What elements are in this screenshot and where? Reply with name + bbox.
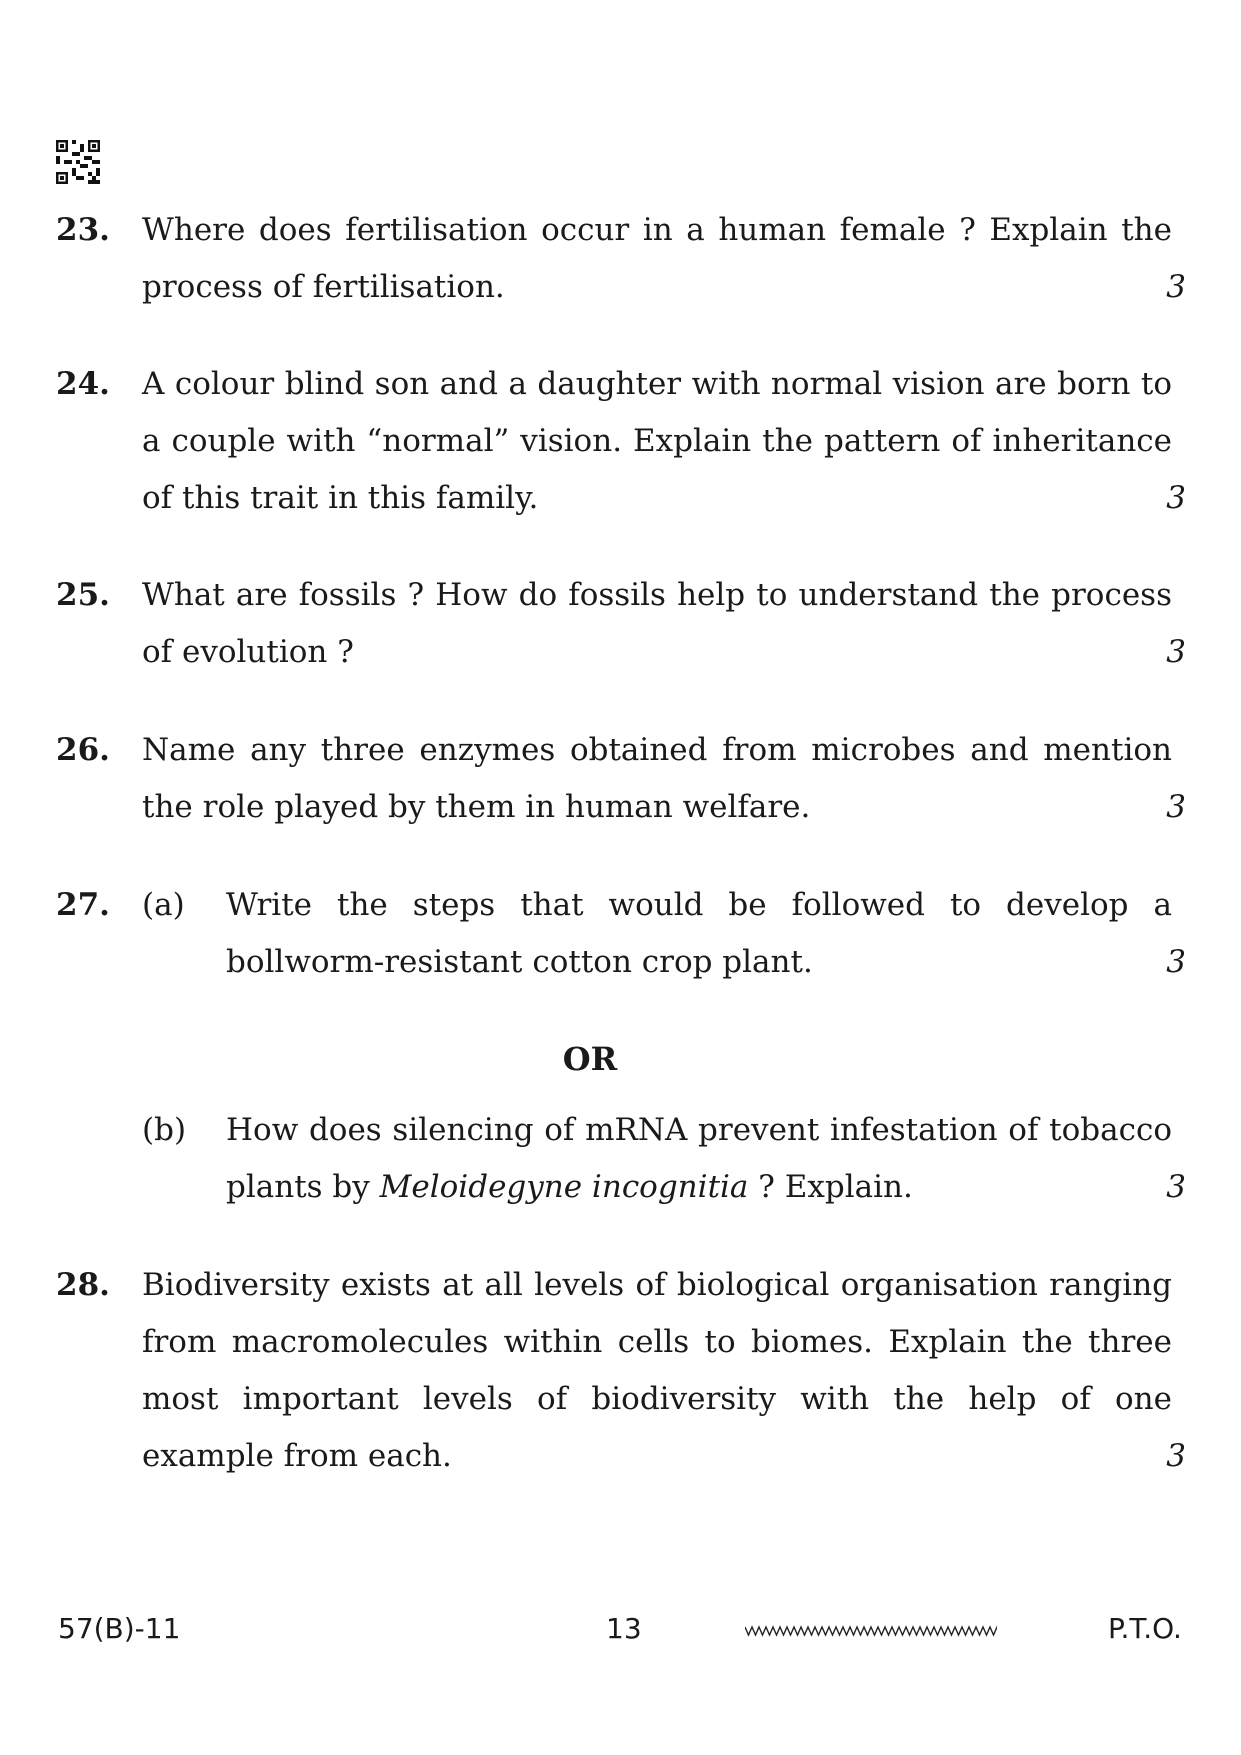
paper-code: 57(B)-11 (58, 1612, 181, 1645)
marks: 3 (1166, 1169, 1186, 1205)
marks: 3 (1166, 634, 1186, 670)
question-number: 28. (56, 1267, 110, 1303)
question-text: Biodiversity exists at all levels of biological organisation ranging from macromolecules within cells to biomes. Explain the three most important levels of biodiversity with the help of one example from each. (142, 1267, 1172, 1474)
question-number: 23. (56, 212, 110, 248)
question-text: Where does fertilisation occur in a human female ? Explain the process of fertilisation. (142, 212, 1172, 305)
marks: 3 (1166, 480, 1186, 516)
marks: 3 (1166, 944, 1186, 980)
sub-question-label: (a) (142, 887, 185, 923)
question-text: A colour blind son and a daughter with normal vision are born to a couple with “normal” vision. Explain the pattern of inheritance of this trait in this family. (142, 366, 1172, 516)
sub-question-text: Write the steps that would be followed to develop a bollworm-resistant cotton crop plant. (226, 887, 1172, 980)
page-number: 13 (606, 1612, 642, 1645)
marks: 3 (1166, 1438, 1186, 1474)
wavy-line-icon (745, 1624, 997, 1638)
text-pre: How does silencing of mRNA prevent infestation of tobacco plants by (226, 1112, 1172, 1205)
question-number: 24. (56, 366, 110, 402)
question-text: What are fossils ? How do fossils help to understand the process of evolution ? (142, 577, 1172, 670)
question-number: 26. (56, 732, 110, 768)
marks: 3 (1166, 789, 1186, 825)
sub-question-text (226, 1102, 1172, 1216)
question-number: 27. (56, 887, 110, 923)
question-number: 25. (56, 577, 110, 613)
species-name: Meloidegyne incognitia (379, 1169, 749, 1205)
please-turn-over: P.T.O. (1108, 1612, 1182, 1645)
marks: 3 (1166, 269, 1186, 305)
qr-code-icon (56, 140, 100, 184)
question-text: Name any three enzymes obtained from microbes and mention the role played by them in human welfare. (142, 732, 1172, 825)
text-post: ? Explain. (748, 1169, 913, 1205)
or-separator: OR (562, 1040, 618, 1078)
sub-question-label: (b) (142, 1112, 187, 1148)
